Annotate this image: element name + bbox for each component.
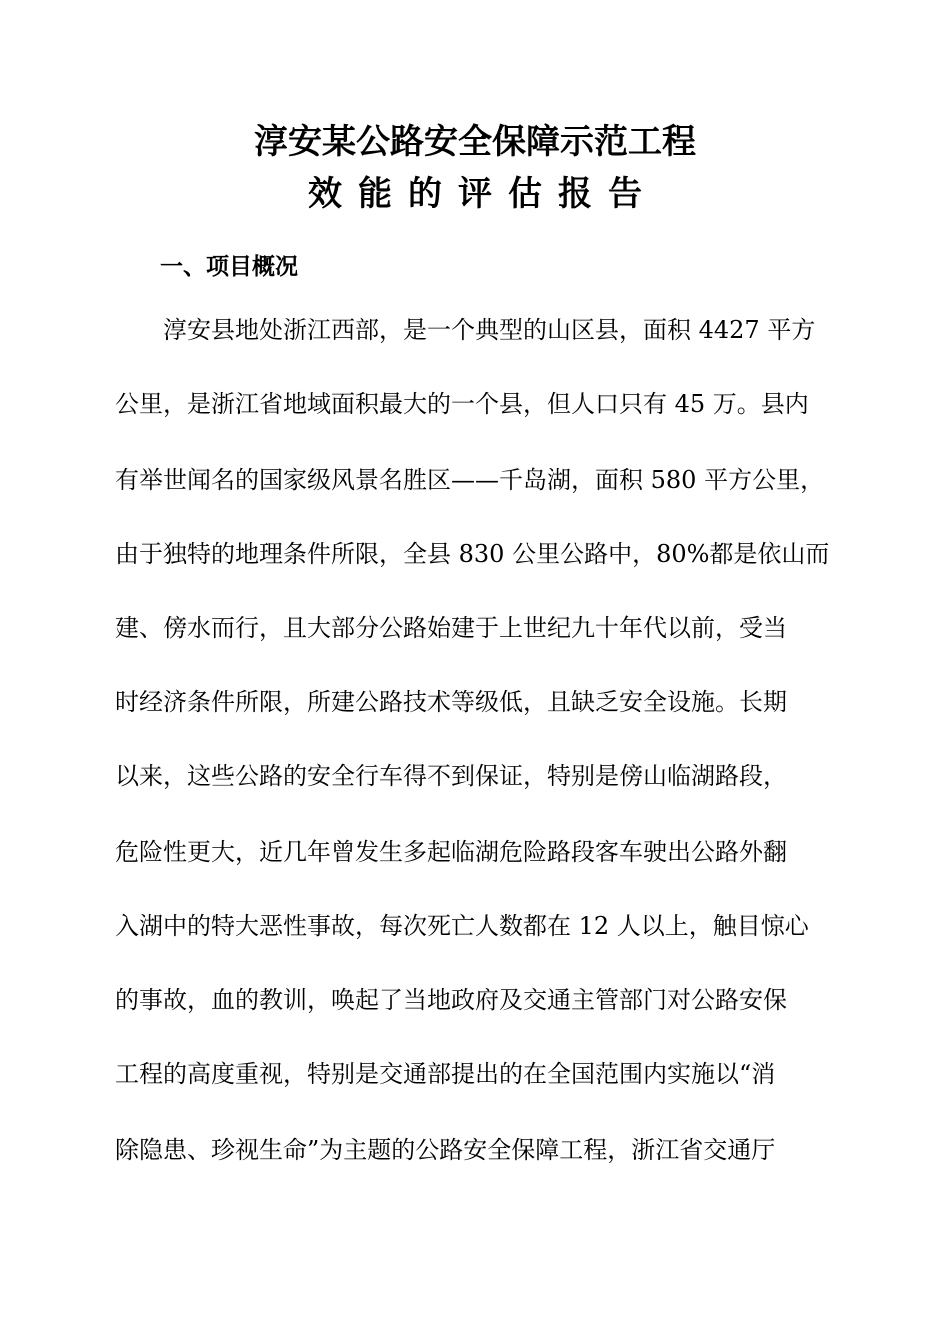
document-subtitle: 效能的评估报告	[308, 174, 658, 214]
paragraph-line: 有举世闻名的国家级风景名胜区——千岛湖，面积 580 平方公里，	[115, 466, 825, 494]
paragraph-line: 以来，这些公路的安全行车得不到保证，特别是傍山临湖路段，	[115, 762, 787, 790]
paragraph-line: 工程的高度重视，特别是交通部提出的在全国范围内实施以“消	[115, 1060, 776, 1088]
paragraph-line: 时经济条件所限，所建公路技术等级低，且缺乏安全设施。长期	[115, 688, 787, 716]
paragraph-line: 淳安县地处浙江西部，是一个典型的山区县，面积 4427 平方	[115, 316, 816, 344]
document-title: 淳安某公路安全保障示范工程	[254, 122, 696, 162]
paragraph-line: 的事故，血的教训，唤起了当地政府及交通主管部门对公路安保	[115, 986, 787, 1014]
paragraph-line: 由于独特的地理条件所限，全县 830 公里公路中，80%都是依山而	[115, 540, 830, 568]
paragraph-line: 危险性更大，近几年曾发生多起临湖危险路段客车驶出公路外翻	[115, 838, 787, 866]
paragraph-line: 入湖中的特大恶性事故，每次死亡人数都在 12 人以上，触目惊心	[115, 912, 809, 940]
paragraph-line: 除隐患、珍视生命”为主题的公路安全保障工程，浙江省交通厅	[115, 1136, 776, 1164]
section-heading: 一、项目概况	[160, 253, 298, 280]
paragraph-line: 建、傍水而行，且大部分公路始建于上世纪九十年代以前，受当	[115, 614, 787, 642]
paragraph-line: 公里，是浙江省地域面积最大的一个县，但人口只有 45 万。县内	[115, 390, 809, 418]
